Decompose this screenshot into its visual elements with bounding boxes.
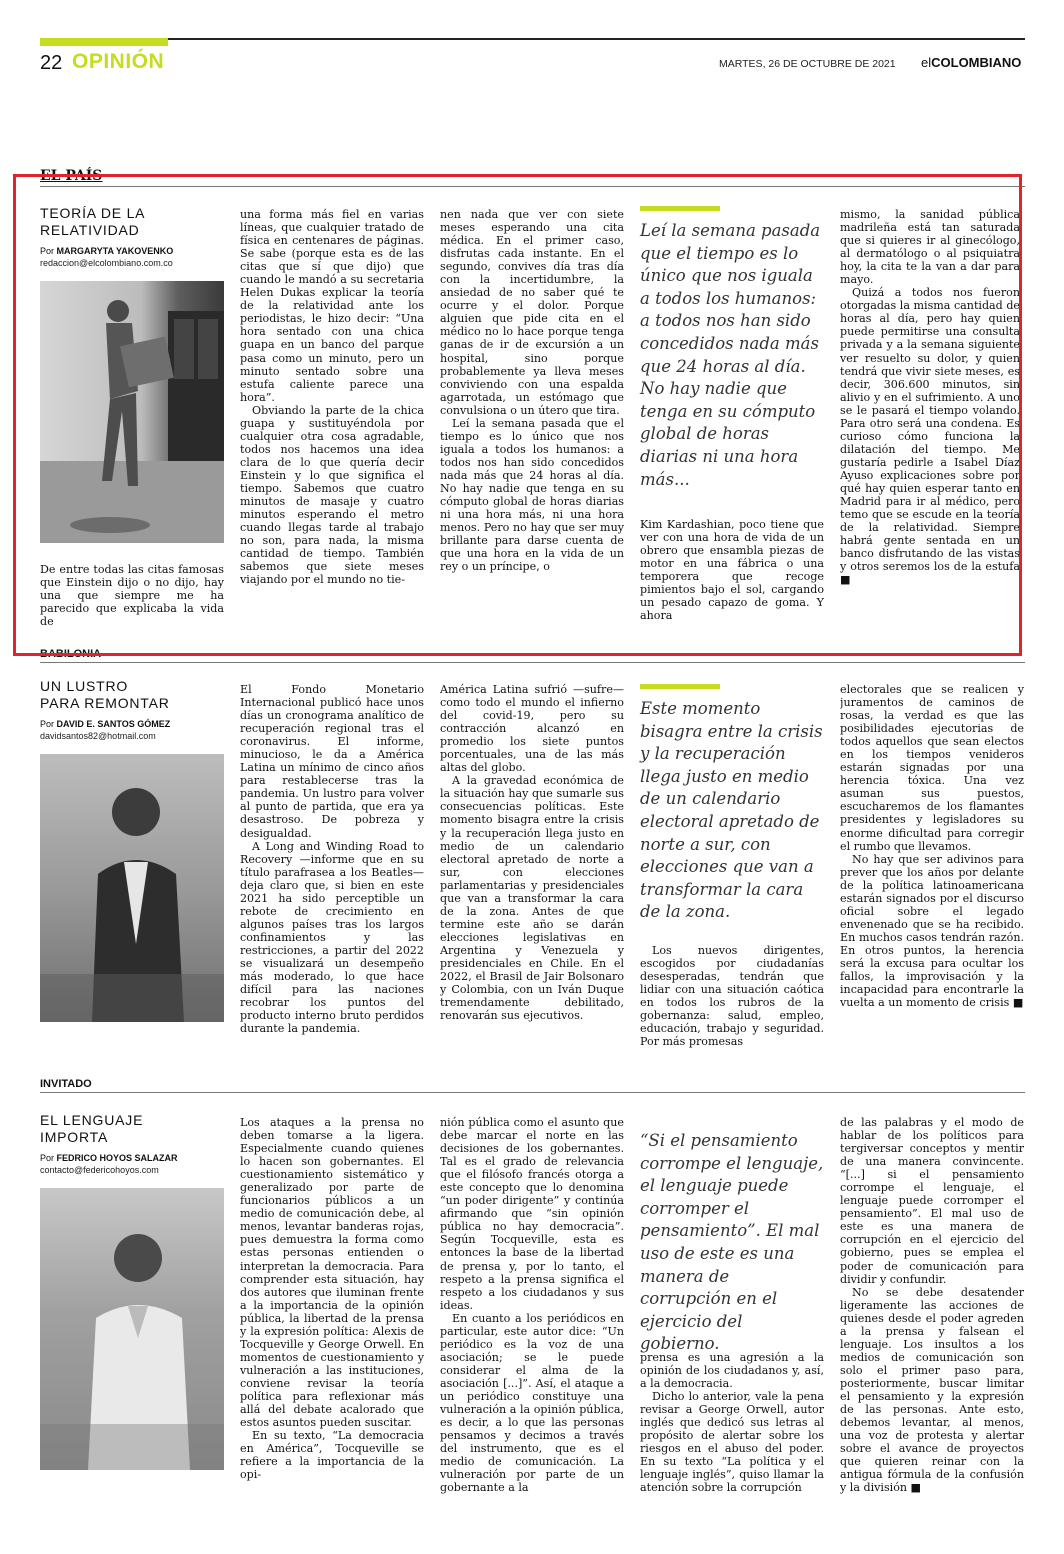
byline bbox=[40, 246, 240, 257]
article-column-2 bbox=[240, 208, 424, 653]
author-name: FEDRICO HOYOS SALAZAR bbox=[56, 1153, 178, 1163]
page-number: 22 bbox=[40, 52, 63, 74]
headline-line-1: UN LUSTRO bbox=[40, 678, 129, 694]
paragraph: El Fondo Monetario Internacional publicó hace unos días un cronograma analítico de recuperación regional tras el coronavirus. El informe, minucioso, le da a América Latina un mínimo de cinco años para restablecerse tras la pandemia. Un lustro para volver al punto de partida, que era ya desastroso. De pobreza y desigualdad. bbox=[240, 683, 424, 840]
headline-line-2: IMPORTA bbox=[40, 1129, 109, 1145]
author-name: DAVID E. SANTOS GÓMEZ bbox=[56, 719, 171, 729]
pull-quote: Leí la semana pasada que el tiempo es lo único que nos iguala a todos los humanos: a todos nos han sido concedidos nada más que 24 horas al día. No hay nadie que tenga en su cómputo global de horas diarias ni una hora más... bbox=[640, 221, 821, 489]
author-email: redaccion@elcolombiano.com.co bbox=[40, 258, 173, 268]
article-column-4 bbox=[640, 1351, 824, 1518]
article-column-4 bbox=[640, 518, 824, 653]
paragraph: De entre todas las citas famosas que Einstein dijo o no dijo, hay una que siempre me ha parecido que explicaba la vida de bbox=[40, 563, 224, 629]
paragraph: una forma más fiel en varias líneas, que cualquier tratado de física en centenares de páginas. Se sabe (porque esta es de las citas que sí que dijo) que cuando le mandó a su secretaria Helen Dukas explicar la teoría de la relatividad ante los periodistas, le hizo decir: “Una hora sentado con una chica guapa en un banco del parque pasa como un minuto, pero un minuto sentado sobre una estufa caliente parece una hora”. bbox=[240, 208, 424, 404]
author-name: MARGARYTA YAKOVENKO bbox=[56, 246, 174, 256]
byline-prefix: Por bbox=[40, 719, 55, 729]
brand-logo bbox=[921, 55, 1021, 70]
quote-accent bbox=[640, 684, 720, 689]
paragraph: Obviando la parte de la chica guapa y sustituyéndola por cualquier otra cosa agradable, todos nos hacemos una idea clara de lo que quería decir Einstein y lo que significa el tiempo. Sabemos que cuatro minutos de masaje y cuatro minutos esperando el metro cuando llegas tarde al trabajo no son, para nada, la misma cantidad de tiempo. También sabemos que siete meses viajando por el mundo no tie- bbox=[240, 403, 424, 587]
section-rule bbox=[40, 1092, 1025, 1093]
paragraph: En cuanto a los periódicos en particular, este autor dice: “Un periódico es la voz de una asociación; se le puede considerar el alma de la asociación [...]”. Así, el ataque a un periódico constituye una vulneración a la opinión pública, es decir, a lo que las personas pensamos y decimos a través del instrumento, que es el medio de comunicación. La vulneración por parte de un gobernante a la bbox=[440, 1311, 624, 1495]
paragraph: Dicho lo anterior, vale la pena revisar a George Orwell, autor inglés que dedicó sus letras al propósito de alertar sobre los riesgos en el abuso del poder. En su texto “La política y el lenguaje inglés”, quiso llamar la atención sobre la corrupción bbox=[640, 1390, 824, 1495]
article-column-5 bbox=[840, 208, 1020, 653]
article-headline bbox=[40, 678, 230, 712]
statue-figure-icon bbox=[40, 281, 224, 543]
byline bbox=[40, 719, 240, 730]
author-portrait-icon bbox=[40, 1188, 224, 1470]
author-email: contacto@federicohoyos.com bbox=[40, 1165, 159, 1175]
article-column-3 bbox=[440, 683, 624, 1058]
article-column-5 bbox=[840, 683, 1024, 1058]
statue-photo bbox=[40, 281, 224, 543]
section-rule bbox=[40, 662, 1025, 663]
paragraph: Quizá a todos nos fueron otorgadas la misma cantidad de horas al día, pero hay quien puede permitirse una consulta privada y a la semana siguiente ver resuelto su dolor, y quien tendrá que vivir siete meses, es decir, 306.600 minutos, sin alivio y en el sufrimiento. A uno se le pasará el tiempo volando. Para otro será una condena. Es curioso cómo funciona la dilatación del tiempo. Me gustaría pedirle a Isabel Díaz Ayuso explicaciones sobre por qué hay quien esperar tanto en Madrid para ir al médico, pero temo que se escude en la teoría de la relatividad. Siempre habrá gente sentada en un banco disfrutando de las vistas y otros seremos los de la estufa ■ bbox=[840, 286, 1020, 587]
article-column-3 bbox=[440, 208, 624, 653]
byline-prefix: Por bbox=[40, 1153, 55, 1163]
paragraph: A la gravedad económica de la situación hay que sumarle sus consecuencias políticas. Este momento bisagra entre la crisis y la recuperación llega justo en medio de un calendario electoral apretado de norte a sur, con elecciones parlamentarias y presidenciales que van a transformar la cara de la zona. Antes de que termine este año se darán elecciones legislativas en Argentina y Venezuela y presidenciales en Chile. En el 2022, el Brasil de Jair Bolsonaro y Colombia, con un Iván Duque tremendamente debilitado, renovarán sus ejecutivos. bbox=[440, 774, 624, 1023]
byline-prefix: Por bbox=[40, 246, 55, 256]
pull-quote: “Si el pensamiento corrompe el lenguaje, el lenguaje puede corromper el pensamiento”. El mal uso de este es una manera de corrupción en el ejercicio del gobierno. bbox=[640, 1131, 824, 1354]
paragraph: prensa es una agresión a la opinión de los ciudadanos y, así, a la democracia. bbox=[640, 1351, 824, 1391]
pull-quote: Este momento bisagra entre la crisis y la recuperación llega justo en medio de un calendario electoral apretado de norte a sur, con elecciones que van a transformar la cara de la zona. bbox=[640, 699, 823, 922]
headline-line-1: TEORÍA DE LA bbox=[40, 205, 146, 221]
paragraph: mismo, la sanidad pública madrileña está tan saturada que si quieres ir al ginecólogo, al dermatólogo o al psiquiatra hoy, la cita te la van a dar para mayo. bbox=[840, 208, 1020, 287]
paragraph: Los ataques a la prensa no deben tomarse a la ligera. Especialmente cuando quienes lo hacen son gobernantes. El cuestionamiento sistemático y generalizado por parte de funcionarios públicos a un medio de comunicación debe, al menos, levantar banderas rojas, pues demuestra la forma como estas personas entienden o interpretan la democracia. Para comprender esta situación, hay dos autores que iluminan frente a la importancia de la opinión pública, la libertad de la prensa y la expresión política: Alexis de Tocqueville y George Orwell. En momentos de cuestionamiento y vulneración a las instituciones, conviene revisar la teoría política para reflexionar más allá del debate acalorado que estos asuntos pueden suscitar. bbox=[240, 1116, 424, 1430]
article-column-5 bbox=[840, 1116, 1024, 1518]
author-email: davidsantos82@hotmail.com bbox=[40, 731, 156, 741]
paragraph: nen nada que ver con siete meses esperando una cita médica. En el primer caso, disfrutas cada instante. En el segundo, convives día tras día con la incertidumbre, la ansiedad de no saber qué te ocurre y el dolor. Porque alguien que pide cita en el médico no lo hace porque tenga ganas de ir de excursión a un hospital, sino porque probablemente ya lleva meses conviviendo con una espalda agarrotada, un estómago que convulsiona o un útero que tira. bbox=[440, 208, 624, 417]
article-headline bbox=[40, 205, 230, 239]
quote-accent bbox=[640, 206, 720, 211]
section-name: OPINIÓN bbox=[72, 50, 165, 73]
section-label: INVITADO bbox=[40, 1078, 92, 1090]
author-photo bbox=[40, 754, 224, 1022]
article-column-4 bbox=[640, 944, 824, 1058]
paragraph: No hay que ser adivinos para prever que los años por delante de la política latinoamericana estarán signados por el discurso oficial sobre el legado envenenado que se ha recibido. En muchos casos tendrán razón. En otros puntos, la herencia será la excusa para ocultar los fallos, la improvisación y la incapacidad para encontrarle la vuelta a un momento de crisis ■ bbox=[840, 852, 1024, 1010]
article-column-2 bbox=[240, 683, 424, 1058]
paragraph: Los nuevos dirigentes, escogidos por ciudadanías desesperadas, tendrán que lidiar con una situación caótica en todos los rubros de la gobernanza: salud, empleo, educación, trabajo y seguridad. Por más promesas bbox=[640, 944, 824, 1049]
author-portrait-icon bbox=[40, 754, 224, 1022]
paragraph: de las palabras y el modo de hablar de los políticos para tergiversar conceptos y mentir de una manera convincente. “[...] si el pensamiento corrompe el lenguaje, el lenguaje puede corromper el pensamiento”. El mal uso de este es una manera de corrupción en el ejercicio del gobierno, pues se emplea el poder de comunicación para dividir y confundir. bbox=[840, 1116, 1024, 1286]
section-label: EL PAÍS bbox=[40, 168, 103, 184]
brand-prefix: el bbox=[921, 55, 932, 70]
article-column-3 bbox=[440, 1116, 624, 1518]
article-headline bbox=[40, 1112, 230, 1146]
header-accent-bar bbox=[40, 38, 168, 46]
author-photo bbox=[40, 1188, 224, 1470]
paragraph: En su texto, “La democracia en América”, Tocqueville se refiere a la importancia de la opi- bbox=[240, 1429, 424, 1482]
paragraph: nión pública como el asunto que debe marcar el norte en las decisiones de los gobernantes. Tal es el grado de relevancia que el filósofo francés otorga a este concepto que lo denomina “un poder dirigente” y continúa afirmando que “sin opinión pública no hay democracia”. Según Tocqueville, esta es entonces la base de la libertad de prensa y, por lo tanto, el respeto a la prensa significa el respeto a los ciudadanos y sus ideas. bbox=[440, 1116, 624, 1312]
byline bbox=[40, 1153, 240, 1164]
section-rule bbox=[40, 186, 1025, 187]
brand-name: COLOMBIANO bbox=[931, 55, 1022, 70]
paragraph: electorales que se realicen y juramentos de caminos de rosas, la verdad es que las posibilidades ejecutorias de todos aquellos que sean electos en los tiempos venideros estarán signadas por una herencia tóxica. Una vez asuman sus puestos, escucharemos de los flamantes presidentes y legisladores su enorme dificultad para corregir el rumbo que llevamos. bbox=[840, 683, 1024, 853]
headline-line-2: PARA REMONTAR bbox=[40, 695, 170, 711]
headline-line-1: EL LENGUAJE bbox=[40, 1112, 144, 1128]
issue-date: MARTES, 26 DE OCTUBRE DE 2021 bbox=[719, 58, 896, 70]
headline-line-2: RELATIVIDAD bbox=[40, 222, 140, 238]
paragraph: Kim Kardashian, poco tiene que ver con una hora de vida de un obrero que ensambla piezas de motor en una fábrica o una temporera que recoge pimientos bajo el sol, cargando un pesado capazo de goma. Y ahora bbox=[640, 518, 824, 623]
article-column-1 bbox=[40, 563, 224, 653]
paragraph: Leí la semana pasada que el tiempo es lo único que nos iguala a todos los humanos: a todos nos han sido concedidos nada más que 24 horas al día. No hay nadie que tenga en su cómputo global de horas diarias ni una hora más, ni una hora menos. Pero no hay que ser muy brillante para darse cuenta de que una hora en la vida de un rey o un príncipe, o bbox=[440, 416, 624, 574]
article-column-2 bbox=[240, 1116, 424, 1518]
paragraph: No se debe desatender ligeramente las acciones de quienes desde el poder agreden a la prensa y falsean el lenguaje. Los insultos a los medios de comunicación son solo el primer paso para, posteriormente, buscar limitar el pensamiento y la expresión de las personas. Ante esto, debemos levantar, al menos, una voz de protesta y alertar sobre el avance de proyectos que quieren reinar con la antigua fórmula de la confusión y la división ■ bbox=[840, 1285, 1024, 1495]
paragraph: América Latina sufrió —sufre— como todo el mundo el infierno del covid-19, pero su contracción alcanzó en promedio los siete puntos porcentuales, una de las más altas del globo. bbox=[440, 683, 624, 775]
section-label: BABILONIA bbox=[40, 648, 102, 660]
paragraph: A Long and Winding Road to Recovery —informe que en su título parafrasea a los Beatles— deja claro que, si bien en este 2021 ha sido perceptible un rebote de crecimiento en algunos países tras los largos confinamientos y las restricciones, a partir del 2022 se visualizará un desempeño más moderado, lo que hace difícil para las naciones recobrar los puntos del producto interno bruto perdidos durante la pandemia. bbox=[240, 839, 424, 1036]
header-rule bbox=[40, 38, 1025, 40]
